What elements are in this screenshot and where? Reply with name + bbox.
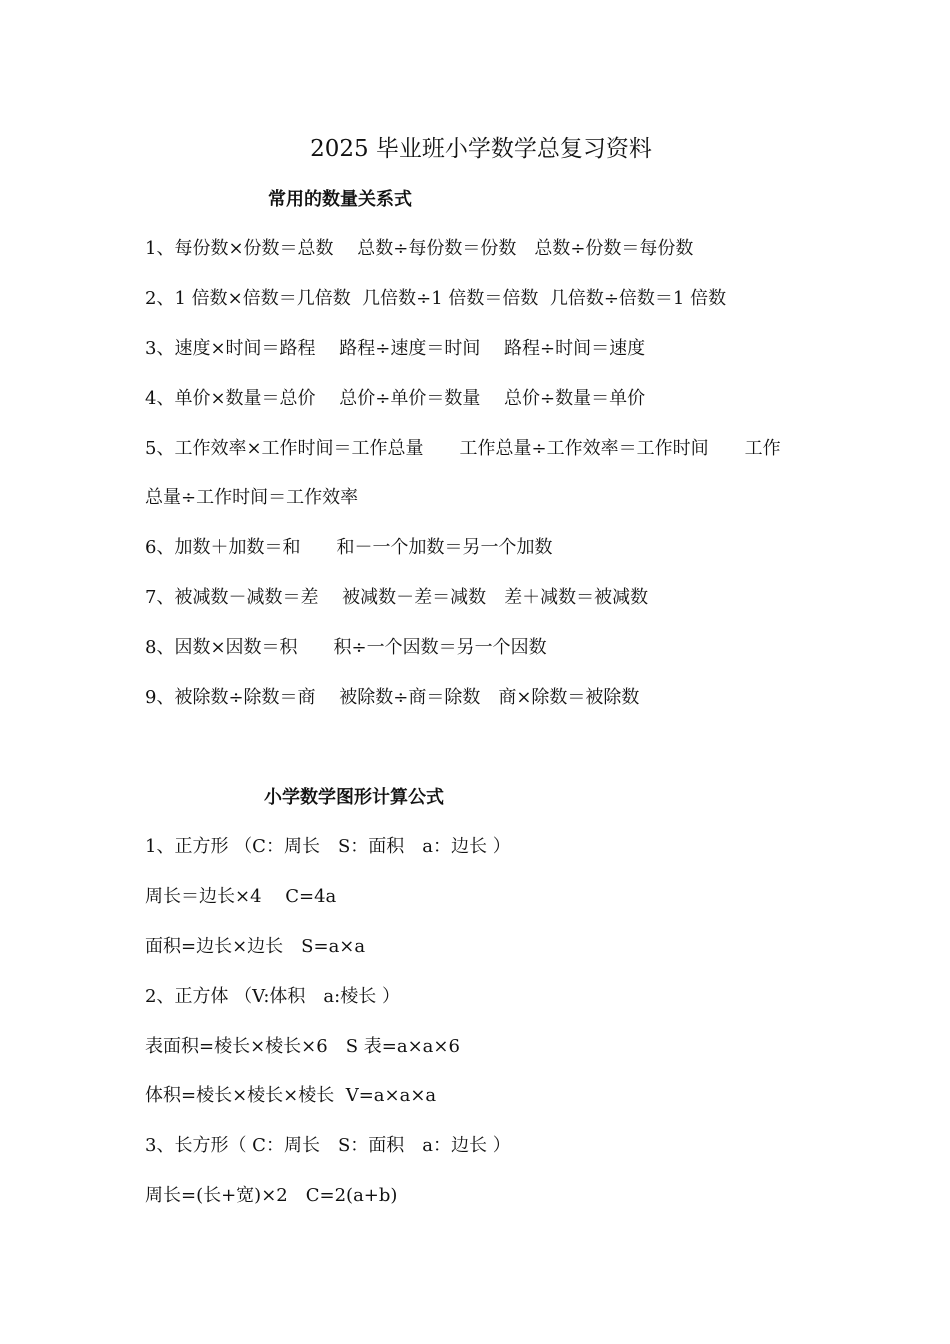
page-title: 2025 毕业班小学数学总复习资料 xyxy=(310,136,652,162)
formula-line: 6、加数＋加数＝和 和－一个加数＝另一个加数 xyxy=(145,537,553,558)
formula-line: 1、正方形 （C：周长 S：面积 a：边长 ） xyxy=(145,836,511,857)
formula-line: 面积=边长×边长 S=a×a xyxy=(145,936,366,957)
formula-line: 总量÷工作时间＝工作效率 xyxy=(145,487,359,508)
formula-line: 3、速度×时间＝路程 路程÷速度＝时间 路程÷时间＝速度 xyxy=(145,338,646,359)
formula-line: 3、长方形（ C：周长 S：面积 a：边长 ） xyxy=(145,1135,511,1156)
formula-line: 2、正方体 （V:体积 a:棱长 ） xyxy=(145,986,400,1007)
formula-line: 9、被除数÷除数＝商 被除数÷商＝除数 商×除数＝被除数 xyxy=(145,687,640,708)
formula-line: 周长＝边长×4 C=4a xyxy=(145,886,337,907)
formula-line: 周长=(长+宽)×2 C=2(a+b) xyxy=(145,1185,398,1206)
section-heading-geometry-formulas: 小学数学图形计算公式 xyxy=(264,787,444,808)
section-heading-quantity-relations: 常用的数量关系式 xyxy=(268,189,412,210)
formula-line: 体积=棱长×棱长×棱长 V=a×a×a xyxy=(145,1085,437,1106)
formula-line: 1、每份数×份数＝总数 总数÷每份数＝份数 总数÷份数＝每份数 xyxy=(145,238,694,259)
formula-line: 表面积=棱长×棱长×6 S 表=a×a×6 xyxy=(145,1036,460,1057)
formula-line: 4、单价×数量＝总价 总价÷单价＝数量 总价÷数量＝单价 xyxy=(145,388,646,409)
formula-line: 8、因数×因数＝积 积÷一个因数＝另一个因数 xyxy=(145,637,547,658)
formula-line: 5、工作效率×工作时间＝工作总量 工作总量÷工作效率＝工作时间 工作 xyxy=(145,438,781,459)
formula-line: 2、1 倍数×倍数＝几倍数 几倍数÷1 倍数＝倍数 几倍数÷倍数＝1 倍数 xyxy=(145,288,727,309)
formula-line: 7、被减数－减数＝差 被减数－差＝减数 差＋减数＝被减数 xyxy=(145,587,649,608)
